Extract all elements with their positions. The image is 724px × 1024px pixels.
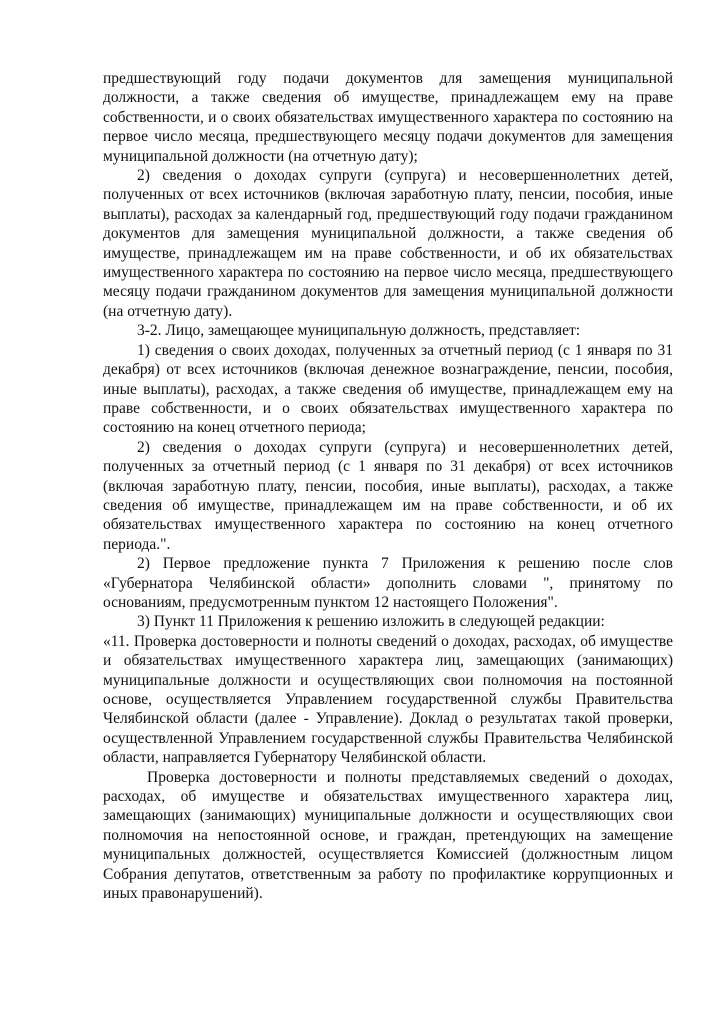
paragraph-amendment-item-11: 3) Пункт 11 Приложения к решению изложить в следующей редакции:: [137, 613, 605, 631]
document-page: [103, 69, 673, 903]
paragraph-section-3-2: 3-2. Лицо, замещающее муниципальную должность, представляет:: [137, 322, 581, 340]
paragraph-amendment-item-7: 2) Первое предложение пункта 7 Приложения к решению после слов «Губернатора Челябинской области» дополнить словами ", принятому по основаниям, предусмотренным пунктом 12 настоящего Положения".: [103, 555, 673, 611]
paragraph-spouse-income-candidate: 2) сведения о доходах супруги (супруга) и несовершеннолетних детей, полученных от всех источников (включая заработную плату, пенсии, пособия, иные выплаты), расходах за календарный год, предшествующий году подачи гражданином документов для замещения муниципальной должности, а также сведения об имуществе, принадлежащем им на праве собственности, и об их обязательствах имущественного характера по состоянию на первое число месяца, предшествующего месяцу подачи гражданином документов для замещения муниципальной должности (на отчетную дату).: [103, 167, 673, 320]
paragraph-verification-commission: Проверка достоверности и полноты представляемых сведений о доходах, расходах, об имуществе и обязательствах имущественного характера лиц, замещающих (занимающих) муниципальные должности и осуществляющих свои полномочия на непостоянной основе, и граждан, претендующих на замещение муниципальных должностей, осуществляется Комиссией (должностным лицом Собрания депутатов, ответственным за работу по профилактике коррупционных и иных правонарушений).: [103, 768, 673, 903]
paragraph-item-11-text: «11. Проверка достоверности и полноты сведений о доходах, расходах, об имуществе и обязательствах имущественного характера лиц, замещающих (занимающих) муниципальные должности и осуществляющих свои полномочия на постоянной основе, осуществляется Управлением государственной службы Правительства Челябинской области (далее - Управление). Доклад о результатах такой проверки, осуществленной Управлением государственной службы Правительства Челябинской области, направляется Губернатору Челябинской области.: [103, 632, 673, 767]
paragraph-continuation: предшествующий году подачи документов для замещения муниципальной должности, а также сведения об имуществе, принадлежащем ему на праве собственности, и о своих обязательствах имущественного характера по состоянию на первое число месяца, предшествующего месяцу подачи документов для замещения муниципальной должности (на отчетную дату);: [103, 70, 673, 165]
paragraph-own-income: 1) сведения о своих доходах, полученных за отчетный период (с 1 января по 31 декабря) от всех источников (включая денежное вознаграждение, пенсии, пособия, иные выплаты), расходах, а также сведения об имуществе, принадлежащем ему на праве собственности, и о своих обязательствах имущественного характера по состоянию на конец отчетного периода;: [103, 341, 673, 437]
paragraph-spouse-income-official: 2) сведения о доходах супруги (супруга) и несовершеннолетних детей, полученных за отчетный период (с 1 января по 31 декабря) от всех источников (включая заработную плату, пенсии, пособия, иные выплаты), расходах, а также сведения об имуществе, принадлежащем им на праве собственности, и об их обязательствах имущественного характера по состоянию на конец отчетного периода.".: [103, 438, 673, 553]
